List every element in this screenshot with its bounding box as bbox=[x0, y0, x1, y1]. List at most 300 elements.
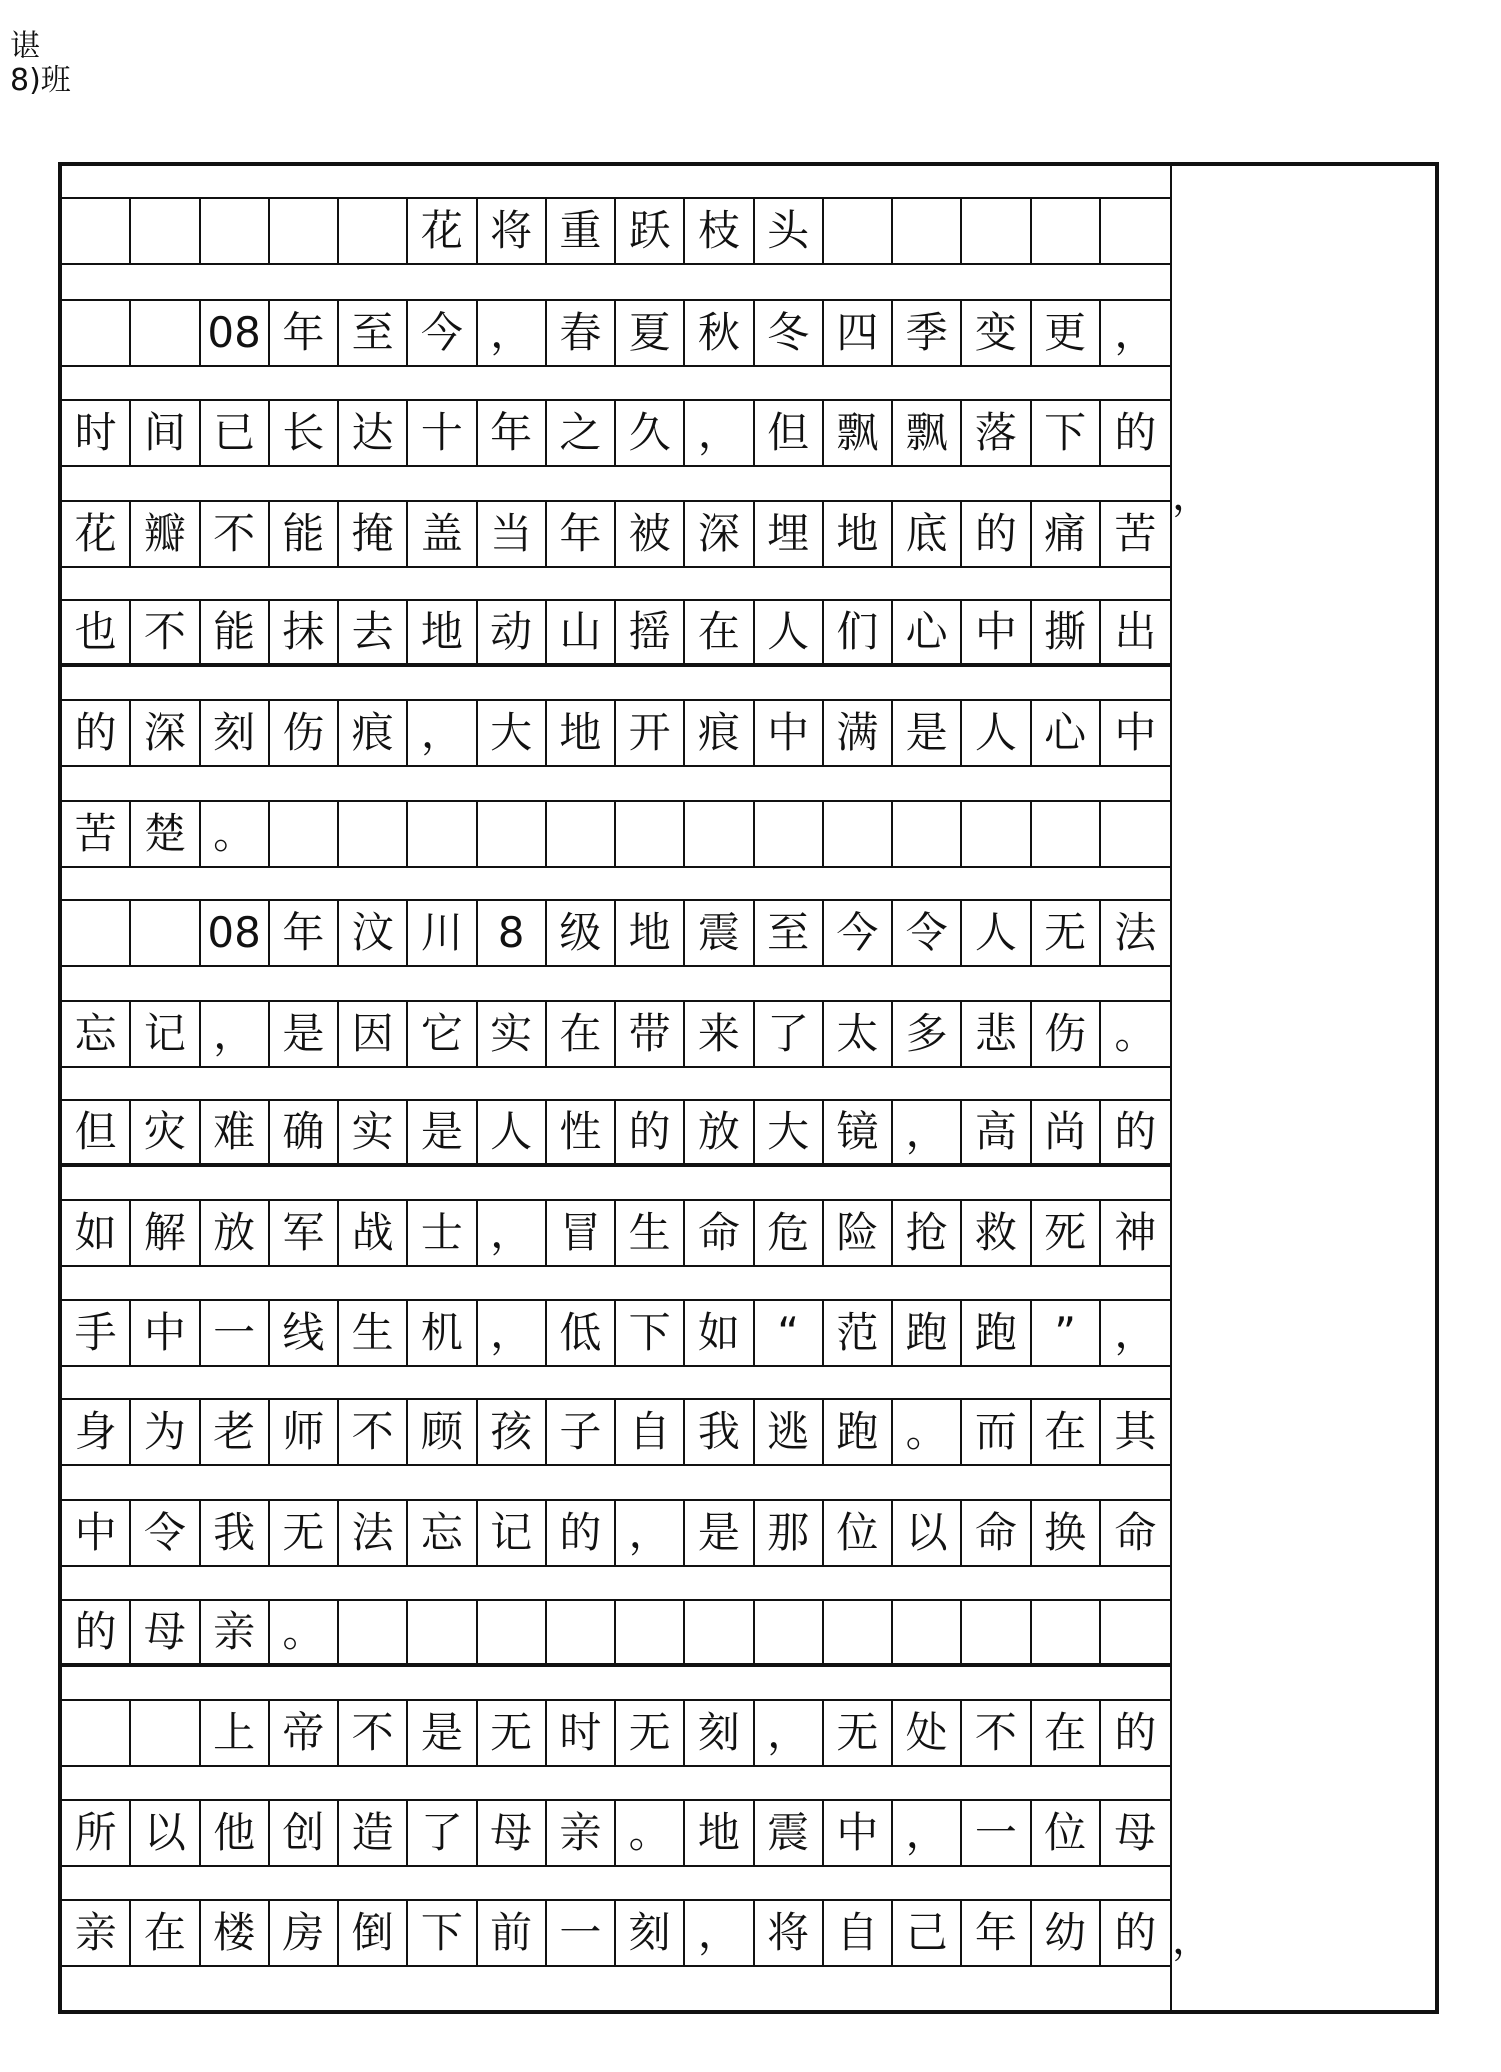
grid-cell: 带 bbox=[616, 1002, 685, 1066]
grid-cell: 母 bbox=[131, 1601, 200, 1663]
grid-row bbox=[62, 500, 1170, 568]
overflow-comma: ， bbox=[1172, 1917, 1212, 1963]
grid-cell: 命 bbox=[685, 1201, 754, 1265]
grid-cell bbox=[201, 199, 270, 263]
grid-cell: 确 bbox=[270, 1101, 339, 1163]
grid-cell: 无 bbox=[616, 1701, 685, 1765]
grid-cell: 伤 bbox=[1032, 1002, 1101, 1066]
grid-cell: 川 bbox=[408, 901, 477, 965]
grid-cell: 将 bbox=[478, 199, 547, 263]
grid-cell: 年 bbox=[962, 1901, 1031, 1965]
grid-cell: 下 bbox=[616, 1301, 685, 1365]
grid-row bbox=[62, 1199, 1170, 1267]
grid-cell: 灾 bbox=[131, 1101, 200, 1163]
grid-cell: 中 bbox=[1114, 708, 1157, 757]
grid-cell: ， bbox=[1114, 1308, 1157, 1357]
grid-cell: 解 bbox=[131, 1201, 200, 1265]
grid-row bbox=[62, 599, 1170, 667]
grid-cell: 时 bbox=[62, 401, 131, 465]
grid-cell: ， bbox=[478, 1301, 547, 1365]
grid-cell: 至 bbox=[339, 301, 408, 365]
grid-cell: 险 bbox=[824, 1201, 893, 1265]
grid-cell: 地 bbox=[616, 901, 685, 965]
grid-cell: 我 bbox=[201, 1501, 270, 1565]
grid-cell: 。 bbox=[270, 1601, 339, 1663]
grid-cell: 8 bbox=[478, 901, 547, 965]
grid-cell bbox=[339, 802, 408, 866]
grid-cell bbox=[685, 1601, 754, 1663]
grid-cell: 他 bbox=[201, 1801, 270, 1865]
grid-cell: 人 bbox=[962, 701, 1031, 765]
grid-cell: ， bbox=[755, 1701, 824, 1765]
student-name-label bbox=[10, 30, 71, 98]
grid-cell: 年 bbox=[270, 301, 339, 365]
grid-cell: 师 bbox=[270, 1400, 339, 1464]
grid-cell bbox=[755, 1601, 824, 1663]
grid-cell: 范 bbox=[824, 1301, 893, 1365]
grid-row bbox=[62, 1699, 1170, 1767]
grid-cell: 母 bbox=[1114, 1808, 1157, 1857]
grid-cell bbox=[962, 1601, 1031, 1663]
grid-row bbox=[62, 399, 1170, 467]
grid-cell: 法 bbox=[339, 1501, 408, 1565]
grid-cell: 震 bbox=[755, 1801, 824, 1865]
grid-cell: ， bbox=[893, 1101, 962, 1163]
grid-cell: 的 bbox=[1114, 1908, 1157, 1957]
grid-cell: ， bbox=[478, 1201, 547, 1265]
grid-cell: 刻 bbox=[201, 701, 270, 765]
grid-cell: 痛 bbox=[1032, 502, 1101, 566]
grid-cell: 秋 bbox=[685, 301, 754, 365]
grid-cell: 刻 bbox=[685, 1701, 754, 1765]
grid-cell bbox=[62, 1701, 131, 1765]
grid-cell: 位 bbox=[1032, 1801, 1101, 1865]
grid-cell: 士 bbox=[408, 1201, 477, 1265]
grid-cell: 倒 bbox=[339, 1901, 408, 1965]
grid-cell: 已 bbox=[201, 401, 270, 465]
grid-cell: 深 bbox=[685, 502, 754, 566]
grid-cell: 的 bbox=[616, 1101, 685, 1163]
grid-cell: 冒 bbox=[547, 1201, 616, 1265]
grid-cell: 中 bbox=[824, 1801, 893, 1865]
grid-cell: 跑 bbox=[824, 1400, 893, 1464]
grid-cell bbox=[1101, 802, 1170, 866]
grid-cell: 命 bbox=[1114, 1508, 1157, 1557]
grid-cell: 下 bbox=[1032, 401, 1101, 465]
grid-cell: 在 bbox=[131, 1901, 200, 1965]
grid-cell: 痕 bbox=[685, 701, 754, 765]
grid-cell: 放 bbox=[685, 1101, 754, 1163]
grid-cell: 上 bbox=[201, 1701, 270, 1765]
grid-cell: 忘 bbox=[408, 1501, 477, 1565]
grid-cell: 当 bbox=[478, 502, 547, 566]
grid-cell: 埋 bbox=[755, 502, 824, 566]
grid-cell: 自 bbox=[824, 1901, 893, 1965]
grid-cell: ， bbox=[616, 1501, 685, 1565]
grid-cell: 了 bbox=[755, 1002, 824, 1066]
grid-cell: “ bbox=[755, 1301, 824, 1365]
grid-cell: 救 bbox=[962, 1201, 1031, 1265]
grid-cell: 将 bbox=[755, 1901, 824, 1965]
grid-cell: 年 bbox=[478, 401, 547, 465]
grid-cell: 年 bbox=[270, 901, 339, 965]
grid-cell: 是 bbox=[270, 1002, 339, 1066]
grid-cell bbox=[962, 802, 1031, 866]
grid-cell: 花 bbox=[62, 502, 131, 566]
grid-cell: 逃 bbox=[755, 1400, 824, 1464]
grid-cell bbox=[1032, 802, 1101, 866]
grid-row bbox=[62, 699, 1170, 767]
grid-cell: 人 bbox=[478, 1101, 547, 1163]
grid-cell: 大 bbox=[478, 701, 547, 765]
grid-cell: 抹 bbox=[270, 601, 339, 663]
grid-cell bbox=[893, 1601, 962, 1663]
grid-cell: ， bbox=[201, 1002, 270, 1066]
grid-cell: 悲 bbox=[962, 1002, 1031, 1066]
grid-cell bbox=[270, 199, 339, 263]
grid-cell: 亲 bbox=[201, 1601, 270, 1663]
grid-cell: 刻 bbox=[616, 1901, 685, 1965]
grid-row bbox=[62, 1899, 1170, 1967]
grid-cell: 为 bbox=[131, 1400, 200, 1464]
grid-row bbox=[62, 1099, 1170, 1167]
grid-cell: 在 bbox=[1032, 1701, 1101, 1765]
grid-cell: 地 bbox=[547, 701, 616, 765]
grid-cell: 高 bbox=[962, 1101, 1031, 1163]
grid-cell: 中 bbox=[131, 1301, 200, 1365]
overflow-comma: ， bbox=[1172, 473, 1212, 519]
grid-cell: 动 bbox=[478, 601, 547, 663]
grid-cell bbox=[478, 1601, 547, 1663]
grid-cell: 飘 bbox=[893, 401, 962, 465]
grid-cell bbox=[62, 199, 131, 263]
grid-cell: 夏 bbox=[616, 301, 685, 365]
grid-cell: 地 bbox=[685, 1801, 754, 1865]
grid-cell bbox=[1101, 199, 1170, 263]
grid-cell: 飘 bbox=[824, 401, 893, 465]
grid-cell: ， bbox=[478, 301, 547, 365]
grid-cell: 08 bbox=[201, 301, 270, 365]
grid-cell bbox=[893, 802, 962, 866]
grid-cell: 生 bbox=[339, 1301, 408, 1365]
grid-cell bbox=[270, 802, 339, 866]
grid-row bbox=[62, 1398, 1170, 1466]
grid-cell: 不 bbox=[201, 502, 270, 566]
grid-cell: ， bbox=[1114, 308, 1157, 357]
grid-cell: 无 bbox=[824, 1701, 893, 1765]
composition-sheet bbox=[58, 162, 1439, 2014]
grid-cell: 。 bbox=[1114, 1009, 1157, 1058]
grid-cell: 因 bbox=[339, 1002, 408, 1066]
grid-cell: 。 bbox=[616, 1801, 685, 1865]
grid-cell: 也 bbox=[62, 601, 131, 663]
grid-cell bbox=[547, 802, 616, 866]
grid-row bbox=[62, 299, 1170, 367]
grid-cell: ， bbox=[893, 1801, 962, 1865]
grid-row bbox=[62, 1799, 1170, 1867]
grid-cell: 震 bbox=[685, 901, 754, 965]
grid-cell: 苦 bbox=[1114, 509, 1157, 558]
grid-cell: 不 bbox=[339, 1701, 408, 1765]
grid-cell: 花 bbox=[408, 199, 477, 263]
grid-cell: 如 bbox=[685, 1301, 754, 1365]
grid-cell: 是 bbox=[685, 1501, 754, 1565]
writing-grid bbox=[62, 166, 1170, 2010]
grid-cell: 顾 bbox=[408, 1400, 477, 1464]
grid-cell: 。 bbox=[893, 1400, 962, 1464]
grid-cell: ， bbox=[685, 1901, 754, 1965]
grid-cell: 一 bbox=[547, 1901, 616, 1965]
grid-cell: 是 bbox=[408, 1101, 477, 1163]
grid-cell: 不 bbox=[339, 1400, 408, 1464]
grid-cell: 太 bbox=[824, 1002, 893, 1066]
grid-cell: 今 bbox=[408, 301, 477, 365]
grid-cell: 亲 bbox=[547, 1801, 616, 1865]
grid-cell: 去 bbox=[339, 601, 408, 663]
grid-cell: 时 bbox=[547, 1701, 616, 1765]
grid-row bbox=[62, 1299, 1170, 1367]
grid-cell: 是 bbox=[893, 701, 962, 765]
grid-cell: ” bbox=[1032, 1301, 1101, 1365]
grid-cell: 以 bbox=[131, 1801, 200, 1865]
grid-cell: 创 bbox=[270, 1801, 339, 1865]
grid-cell: 的 bbox=[1114, 1708, 1157, 1757]
grid-cell: 房 bbox=[270, 1901, 339, 1965]
grid-row bbox=[62, 197, 1170, 265]
grid-cell: 前 bbox=[478, 1901, 547, 1965]
grid-cell: 其 bbox=[1114, 1407, 1157, 1456]
grid-cell: 枝 bbox=[685, 199, 754, 263]
grid-cell: 来 bbox=[685, 1002, 754, 1066]
grid-cell: 之 bbox=[547, 401, 616, 465]
grid-cell: 开 bbox=[616, 701, 685, 765]
grid-cell: 冬 bbox=[755, 301, 824, 365]
grid-cell: 亲 bbox=[62, 1901, 131, 1965]
grid-cell: 孩 bbox=[478, 1400, 547, 1464]
grid-cell: 伤 bbox=[270, 701, 339, 765]
grid-cell: 法 bbox=[1114, 908, 1157, 957]
grid-cell bbox=[408, 802, 477, 866]
grid-cell: 下 bbox=[408, 1901, 477, 1965]
grid-cell: 撕 bbox=[1032, 601, 1101, 663]
grid-cell: 达 bbox=[339, 401, 408, 465]
grid-cell: 忘 bbox=[62, 1002, 131, 1066]
grid-cell: 重 bbox=[547, 199, 616, 263]
grid-cell bbox=[131, 301, 200, 365]
grid-cell: 不 bbox=[962, 1701, 1031, 1765]
grid-cell: 线 bbox=[270, 1301, 339, 1365]
grid-cell: 抢 bbox=[893, 1201, 962, 1265]
grid-cell: 春 bbox=[547, 301, 616, 365]
grid-cell: 变 bbox=[962, 301, 1031, 365]
grid-cell: 所 bbox=[62, 1801, 131, 1865]
grid-cell: 是 bbox=[408, 1701, 477, 1765]
grid-cell: ， bbox=[408, 701, 477, 765]
grid-cell: 实 bbox=[339, 1101, 408, 1163]
grid-cell: 今 bbox=[824, 901, 893, 965]
grid-cell: 自 bbox=[616, 1400, 685, 1464]
grid-cell: 镜 bbox=[824, 1101, 893, 1163]
grid-cell: 深 bbox=[131, 701, 200, 765]
grid-cell: 中 bbox=[62, 1501, 131, 1565]
grid-cell: 十 bbox=[408, 401, 477, 465]
grid-cell: 的 bbox=[547, 1501, 616, 1565]
grid-cell: 多 bbox=[893, 1002, 962, 1066]
grid-cell: 四 bbox=[824, 301, 893, 365]
grid-row bbox=[62, 1000, 1170, 1068]
grid-cell bbox=[339, 1601, 408, 1663]
grid-cell: 跑 bbox=[962, 1301, 1031, 1365]
grid-cell: 无 bbox=[478, 1701, 547, 1765]
grid-cell: 不 bbox=[131, 601, 200, 663]
grid-cell: 在 bbox=[1032, 1400, 1101, 1464]
grid-cell: 在 bbox=[547, 1002, 616, 1066]
grid-cell bbox=[1032, 199, 1101, 263]
grid-cell: 们 bbox=[824, 601, 893, 663]
grid-cell: 山 bbox=[547, 601, 616, 663]
grid-cell: 死 bbox=[1032, 1201, 1101, 1265]
grid-row bbox=[62, 1499, 1170, 1567]
grid-cell bbox=[408, 1601, 477, 1663]
grid-cell: 楚 bbox=[131, 802, 200, 866]
grid-cell: 生 bbox=[616, 1201, 685, 1265]
grid-cell: 老 bbox=[201, 1400, 270, 1464]
grid-cell: 实 bbox=[478, 1002, 547, 1066]
grid-cell: 难 bbox=[201, 1101, 270, 1163]
grid-cell: 跑 bbox=[893, 1301, 962, 1365]
grid-cell: 头 bbox=[755, 199, 824, 263]
grid-cell: 汶 bbox=[339, 901, 408, 965]
grid-cell: 长 bbox=[270, 401, 339, 465]
grid-cell: 的 bbox=[62, 701, 131, 765]
grid-cell: 级 bbox=[547, 901, 616, 965]
grid-cell bbox=[131, 1701, 200, 1765]
grid-cell: 大 bbox=[755, 1101, 824, 1163]
grid-cell: 尚 bbox=[1032, 1101, 1101, 1163]
grid-cell: 心 bbox=[893, 601, 962, 663]
grid-cell: 它 bbox=[408, 1002, 477, 1066]
grid-row bbox=[62, 1599, 1170, 1667]
grid-cell: 盖 bbox=[408, 502, 477, 566]
grid-cell: 落 bbox=[962, 401, 1031, 465]
grid-cell: 中 bbox=[962, 601, 1031, 663]
grid-cell: 出 bbox=[1114, 607, 1157, 656]
grid-cell: 但 bbox=[755, 401, 824, 465]
grid-cell: 满 bbox=[824, 701, 893, 765]
grid-cell: 地 bbox=[408, 601, 477, 663]
grid-cell: 命 bbox=[962, 1501, 1031, 1565]
grid-cell: 处 bbox=[893, 1701, 962, 1765]
grid-cell: 的 bbox=[1114, 1107, 1157, 1156]
grid-cell: 而 bbox=[962, 1400, 1031, 1464]
grid-cell: 子 bbox=[547, 1400, 616, 1464]
grid-cell: 的 bbox=[962, 502, 1031, 566]
grid-cell: 至 bbox=[755, 901, 824, 965]
grid-row bbox=[62, 899, 1170, 967]
grid-cell: 被 bbox=[616, 502, 685, 566]
grid-cell bbox=[824, 802, 893, 866]
grid-cell bbox=[685, 802, 754, 866]
grid-cell: 痕 bbox=[339, 701, 408, 765]
grid-cell: 楼 bbox=[201, 1901, 270, 1965]
grid-cell: ， bbox=[685, 401, 754, 465]
margin-line bbox=[1170, 166, 1172, 2010]
grid-cell bbox=[547, 1601, 616, 1663]
grid-cell bbox=[893, 199, 962, 263]
grid-cell: 季 bbox=[893, 301, 962, 365]
grid-cell: 造 bbox=[339, 1801, 408, 1865]
grid-cell: 以 bbox=[893, 1501, 962, 1565]
grid-cell: 无 bbox=[1032, 901, 1101, 965]
grid-cell: 机 bbox=[408, 1301, 477, 1365]
grid-cell: 手 bbox=[62, 1301, 131, 1365]
grid-cell bbox=[131, 901, 200, 965]
grid-cell: 神 bbox=[1114, 1208, 1157, 1257]
grid-cell: 08 bbox=[201, 901, 270, 965]
grid-cell: 如 bbox=[62, 1201, 131, 1265]
grid-cell: 心 bbox=[1032, 701, 1101, 765]
grid-cell: 人 bbox=[755, 601, 824, 663]
grid-cell bbox=[131, 199, 200, 263]
grid-cell: 低 bbox=[547, 1301, 616, 1365]
grid-row bbox=[62, 800, 1170, 868]
grid-cell bbox=[962, 199, 1031, 263]
grid-cell: 中 bbox=[755, 701, 824, 765]
grid-cell bbox=[478, 802, 547, 866]
grid-cell: 帝 bbox=[270, 1701, 339, 1765]
grid-cell: 的 bbox=[1114, 408, 1157, 457]
grid-cell bbox=[1101, 1601, 1170, 1663]
grid-cell: 身 bbox=[62, 1400, 131, 1464]
grid-cell: 放 bbox=[201, 1201, 270, 1265]
grid-cell: 人 bbox=[962, 901, 1031, 965]
grid-cell: 地 bbox=[824, 502, 893, 566]
grid-cell bbox=[1032, 1601, 1101, 1663]
grid-cell: 了 bbox=[408, 1801, 477, 1865]
grid-cell: 换 bbox=[1032, 1501, 1101, 1565]
grid-cell: 年 bbox=[547, 502, 616, 566]
grid-cell: 苦 bbox=[62, 802, 131, 866]
grid-cell: 掩 bbox=[339, 502, 408, 566]
grid-cell bbox=[616, 802, 685, 866]
class-label: 8)班 bbox=[10, 63, 71, 98]
grid-cell bbox=[824, 199, 893, 263]
grid-cell: 无 bbox=[270, 1501, 339, 1565]
grid-cell: 记 bbox=[131, 1002, 200, 1066]
grid-cell: 令 bbox=[131, 1501, 200, 1565]
grid-cell: 间 bbox=[131, 401, 200, 465]
grid-cell: 母 bbox=[478, 1801, 547, 1865]
grid-cell: 幼 bbox=[1032, 1901, 1101, 1965]
grid-cell bbox=[755, 802, 824, 866]
grid-cell: 战 bbox=[339, 1201, 408, 1265]
grid-cell: 危 bbox=[755, 1201, 824, 1265]
grid-cell: 位 bbox=[824, 1501, 893, 1565]
grid-cell: 那 bbox=[755, 1501, 824, 1565]
grid-cell: 跃 bbox=[616, 199, 685, 263]
grid-cell bbox=[824, 1601, 893, 1663]
grid-cell: 。 bbox=[201, 802, 270, 866]
grid-cell: 能 bbox=[270, 502, 339, 566]
grid-cell: 更 bbox=[1032, 301, 1101, 365]
grid-cell: 令 bbox=[893, 901, 962, 965]
grid-cell: 军 bbox=[270, 1201, 339, 1265]
grid-cell: 能 bbox=[201, 601, 270, 663]
grid-cell: 性 bbox=[547, 1101, 616, 1163]
grid-cell: 但 bbox=[62, 1101, 131, 1163]
name-char: 谌 bbox=[10, 29, 40, 64]
grid-cell: 久 bbox=[616, 401, 685, 465]
